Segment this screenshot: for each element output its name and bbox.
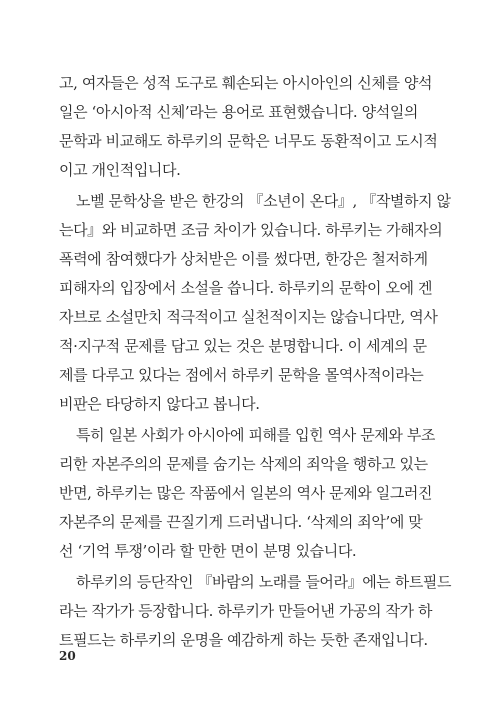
text-line: 리한 자본주의의 문제를 숨기는 삭제의 죄악을 행하고 있는 xyxy=(59,455,428,473)
text-line: 고, 여자들은 성적 도구로 훼손되는 아시아인의 신체를 양석 xyxy=(59,74,433,92)
text-line: 노벨 문학상을 받은 한강의 『소년이 온다』, 『작별하지 않 xyxy=(76,192,451,210)
text-line: 이고 개인적입니다. xyxy=(59,161,181,179)
text-line: 일은 ‘아시아적 신체’라는 용어로 표현했습니다. 양석일의 xyxy=(59,103,419,121)
text-line: 특히 일본 사회가 아시아에 피해를 입힌 역사 문제와 부조 xyxy=(76,426,436,444)
text-line: 제를 다루고 있다는 점에서 하루키 문학을 몰역사적이라는 xyxy=(59,366,424,384)
text-line: 폭력에 참여했다가 상처받은 이를 썼다면, 한강은 철저하게 xyxy=(59,250,428,268)
text-line: 라는 작가가 등장합니다. 하루키가 만들어낸 가공의 작가 하 xyxy=(59,602,433,620)
text-line: 반면, 하루키는 많은 작품에서 일본의 역사 문제와 일그러진 xyxy=(59,484,433,502)
text-line: 하루키의 등단작인 『바람의 노래를 들어라』에는 하트필드 xyxy=(76,573,452,591)
text-line: 는다』와 비교하면 조금 차이가 있습니다. 하루키는 가해자의 xyxy=(59,221,443,239)
text-line: 피해자의 입장에서 소설을 씁니다. 하루키의 문학이 오에 겐 xyxy=(59,279,433,297)
text-line: 문학과 비교해도 하루키의 문학은 너무도 동환적이고 도시적 xyxy=(59,132,438,150)
text-line: 자브로 소설만치 적극적이고 실천적이지는 않습니다만, 역사 xyxy=(59,308,438,326)
text-line: 선 ‘기억 투쟁’이라 할 만한 면이 분명 있습니다. xyxy=(59,542,357,560)
text-line: 트필드는 하루키의 운명을 예감하게 하는 듯한 존재입니다. xyxy=(59,631,428,649)
page-number: 20 xyxy=(59,649,76,663)
text-line: 적·지구적 문제를 담고 있는 것은 분명합니다. 이 세계의 문 xyxy=(59,337,427,355)
text-line: 자본주의 문제를 끈질기게 드러냅니다. ‘삭제의 죄악’에 맞 xyxy=(59,513,423,531)
text-line: 비판은 타당하지 않다고 봅니다. xyxy=(59,395,260,413)
